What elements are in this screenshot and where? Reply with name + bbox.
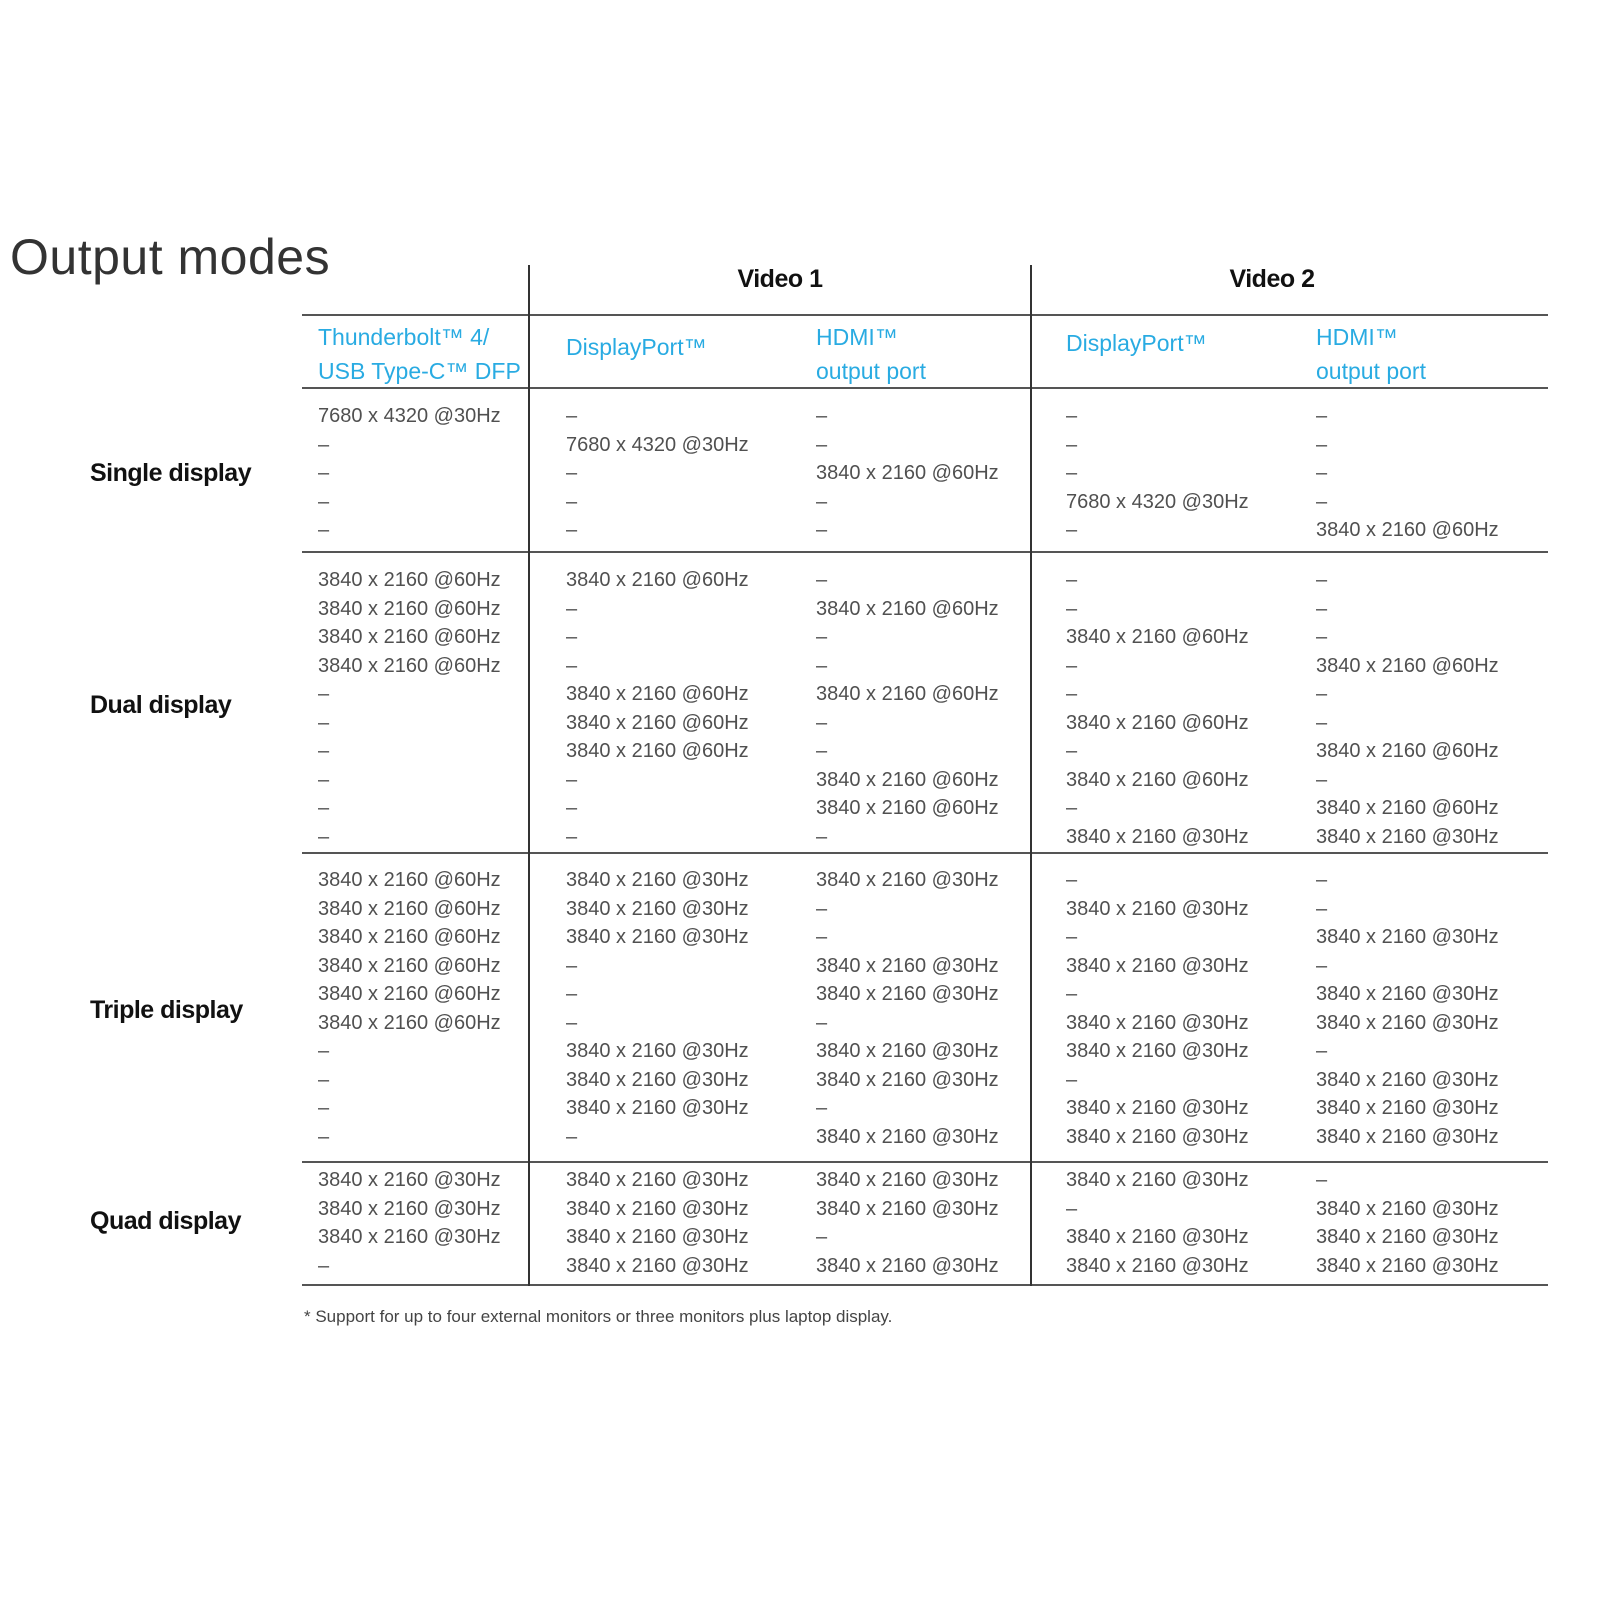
table-cell: – <box>566 490 578 513</box>
table-cell: 3840 x 2160 @60Hz <box>318 926 501 948</box>
table-cell: 3840 x 2160 @30Hz <box>1066 825 1249 848</box>
table-cell: 3840 x 2160 @60Hz <box>816 797 999 819</box>
column-header-line-1: HDMI™ <box>1316 324 1398 350</box>
table-cell: – <box>1066 869 1078 891</box>
table-cell: 3840 x 2160 @60Hz <box>816 768 999 791</box>
table-cell: 3840 x 2160 @60Hz <box>1316 519 1499 541</box>
table-cell: 3840 x 2160 @60Hz <box>318 1011 501 1034</box>
table-cell: 3840 x 2160 @60Hz <box>318 954 501 977</box>
table-cell: 3840 x 2160 @60Hz <box>1066 626 1249 648</box>
column-header-1 <box>318 320 521 388</box>
table-cell: – <box>816 405 828 427</box>
table-cell: – <box>566 597 578 620</box>
table-cell: – <box>1066 1068 1078 1091</box>
table-cell: 7680 x 4320 @30Hz <box>318 405 501 427</box>
table-cell: – <box>566 954 578 977</box>
table-cell: – <box>1316 869 1328 891</box>
rule-table-bottom <box>302 1284 1548 1286</box>
table-cell: – <box>816 490 828 513</box>
table-cell: – <box>816 626 828 648</box>
table-cell: 3840 x 2160 @60Hz <box>318 626 501 648</box>
table-cell: – <box>318 1040 330 1062</box>
group-label-video-1: Video 1 <box>737 265 823 293</box>
column-header-line-2: output port <box>1316 358 1426 384</box>
table-cell: – <box>566 462 578 484</box>
table-cell: – <box>1066 797 1078 819</box>
row-label-quad-display: Quad display <box>90 1207 241 1235</box>
table-cell: 3840 x 2160 @60Hz <box>566 711 749 734</box>
table-cell: – <box>1316 405 1328 427</box>
table-cell: 3840 x 2160 @30Hz <box>816 954 999 977</box>
row-label-triple-display: Triple display <box>90 995 243 1024</box>
table-cell: 3840 x 2160 @30Hz <box>816 1197 999 1220</box>
table-cell: – <box>566 405 578 427</box>
table-cell: – <box>318 768 330 791</box>
table-cell: – <box>318 433 330 456</box>
table-cell: – <box>566 654 578 677</box>
table-cell: – <box>566 797 578 819</box>
table-cell: 3840 x 2160 @60Hz <box>1316 654 1499 677</box>
table-cell: – <box>318 683 330 705</box>
table-cell: – <box>1316 897 1328 920</box>
table-cell: 3840 x 2160 @30Hz <box>1316 926 1499 948</box>
column-header-line-1: DisplayPort™ <box>566 334 707 360</box>
table-cell: 3840 x 2160 @60Hz <box>318 569 501 591</box>
column-header-5 <box>1316 320 1426 388</box>
table-cell: – <box>816 1011 828 1034</box>
table-cell: 3840 x 2160 @60Hz <box>1316 740 1499 762</box>
column-header-line-1: HDMI™ <box>816 324 898 350</box>
table-cell: 3840 x 2160 @60Hz <box>318 597 501 620</box>
table-cell: – <box>318 711 330 734</box>
table-cell: 3840 x 2160 @30Hz <box>318 1197 501 1220</box>
table-cell: 3840 x 2160 @30Hz <box>566 1040 749 1062</box>
table-cell: – <box>816 654 828 677</box>
table-cell: 3840 x 2160 @30Hz <box>816 1125 999 1148</box>
table-cell: – <box>1316 490 1328 513</box>
table-cell: 3840 x 2160 @30Hz <box>1316 983 1499 1005</box>
table-cell: 3840 x 2160 @30Hz <box>1316 1226 1499 1248</box>
table-cell: – <box>566 983 578 1005</box>
table-cell: – <box>816 740 828 762</box>
table-cell: 3840 x 2160 @60Hz <box>1316 797 1499 819</box>
table-cell: 3840 x 2160 @30Hz <box>816 1169 999 1191</box>
table-cell: 3840 x 2160 @30Hz <box>566 1197 749 1220</box>
table-cell: 3840 x 2160 @60Hz <box>566 740 749 762</box>
table-cell: – <box>318 519 330 541</box>
column-header-line-1: Thunderbolt™ 4/ <box>318 324 490 350</box>
table-cell: 3840 x 2160 @30Hz <box>1316 1125 1499 1148</box>
table-cell: 3840 x 2160 @30Hz <box>816 1068 999 1091</box>
table-cell: – <box>318 490 330 513</box>
table-cell: 7680 x 4320 @30Hz <box>1066 490 1249 513</box>
table-cell: – <box>318 1254 330 1277</box>
divider-video-2 <box>1030 265 1032 1286</box>
table-cell: 3840 x 2160 @30Hz <box>1066 1125 1249 1148</box>
footnote: * Support for up to four external monitors or three monitors plus laptop display. <box>304 1307 893 1326</box>
table-cell: – <box>1066 462 1078 484</box>
table-cell: – <box>1066 519 1078 541</box>
table-cell: 3840 x 2160 @60Hz <box>1066 768 1249 791</box>
table-cell: – <box>816 519 828 541</box>
table-cell: – <box>1066 1197 1078 1220</box>
column-header-line-1: DisplayPort™ <box>1066 330 1207 356</box>
table-cell: 3840 x 2160 @30Hz <box>1316 1068 1499 1091</box>
table-cell: – <box>1316 1169 1328 1191</box>
table-cell: – <box>318 1125 330 1148</box>
table-cell: – <box>1066 740 1078 762</box>
table-cell: 3840 x 2160 @30Hz <box>1066 1040 1249 1062</box>
table-cell: 7680 x 4320 @30Hz <box>566 433 749 456</box>
table-cell: 3840 x 2160 @60Hz <box>318 654 501 677</box>
table-cell: 3840 x 2160 @30Hz <box>1316 1254 1499 1277</box>
table-cell: – <box>566 825 578 848</box>
table-cell: – <box>1316 462 1328 484</box>
table-cell: – <box>1316 1040 1328 1062</box>
table-cell: – <box>1316 569 1328 591</box>
table-cell: 3840 x 2160 @30Hz <box>816 1040 999 1062</box>
table-cell: – <box>566 768 578 791</box>
table-cell: 3840 x 2160 @30Hz <box>318 1226 501 1248</box>
table-cell: – <box>816 433 828 456</box>
row-label-dual-display: Dual display <box>90 691 232 719</box>
table-cell: – <box>1316 433 1328 456</box>
table-cell: – <box>816 897 828 920</box>
table-cell: 3840 x 2160 @30Hz <box>566 869 749 891</box>
table-cell: 3840 x 2160 @30Hz <box>566 897 749 920</box>
table-cell: – <box>1066 654 1078 677</box>
table-cell: – <box>816 825 828 848</box>
table-cell: – <box>1316 597 1328 620</box>
table-cell: – <box>318 740 330 762</box>
table-cell: 3840 x 2160 @30Hz <box>1316 1097 1499 1119</box>
row-label-single-display: Single display <box>90 458 252 487</box>
table-cell: 3840 x 2160 @30Hz <box>566 1226 749 1248</box>
table-cell: 3840 x 2160 @30Hz <box>1316 1197 1499 1220</box>
table-cell: – <box>1316 683 1328 705</box>
table-cell: – <box>1066 433 1078 456</box>
table-cell: – <box>1066 926 1078 948</box>
column-header-4 <box>1066 326 1207 360</box>
table-cell: 3840 x 2160 @30Hz <box>1066 1011 1249 1034</box>
column-header-line-2: USB Type-C™ DFP <box>318 358 521 384</box>
table-cell: 3840 x 2160 @30Hz <box>816 983 999 1005</box>
table-cell: – <box>816 569 828 591</box>
rule-after-triple <box>302 1161 1548 1163</box>
table-cell: 3840 x 2160 @60Hz <box>566 683 749 705</box>
table-cell: 3840 x 2160 @60Hz <box>318 983 501 1005</box>
table-cell: 3840 x 2160 @30Hz <box>566 926 749 948</box>
rule-group-header <box>302 314 1548 316</box>
table-cell: – <box>1066 683 1078 705</box>
table-cell: – <box>1066 405 1078 427</box>
table-cell: – <box>1066 597 1078 620</box>
table-cell: 3840 x 2160 @30Hz <box>566 1097 749 1119</box>
rule-after-dual <box>302 852 1548 854</box>
table-cell: 3840 x 2160 @30Hz <box>566 1254 749 1277</box>
table-cell: 3840 x 2160 @60Hz <box>816 462 999 484</box>
table-cell: – <box>1316 626 1328 648</box>
table-cell: – <box>318 825 330 848</box>
table-cell: 3840 x 2160 @30Hz <box>1066 1226 1249 1248</box>
column-header-line-2: output port <box>816 358 926 384</box>
divider-video-1 <box>528 265 530 1286</box>
table-cell: 3840 x 2160 @30Hz <box>816 869 999 891</box>
table-cell: 3840 x 2160 @30Hz <box>566 1169 749 1191</box>
table-cell: – <box>566 1011 578 1034</box>
table-cell: 3840 x 2160 @60Hz <box>816 597 999 620</box>
table-cell: 3840 x 2160 @60Hz <box>318 897 501 920</box>
table-cell: 3840 x 2160 @30Hz <box>1316 1011 1499 1034</box>
table-cell: – <box>318 797 330 819</box>
rule-after-single <box>302 551 1548 553</box>
table-cell: 3840 x 2160 @30Hz <box>1316 825 1499 848</box>
table-cell: – <box>1316 768 1328 791</box>
table-cell: – <box>566 626 578 648</box>
table-cell: 3840 x 2160 @30Hz <box>1066 1254 1249 1277</box>
table-cell: – <box>566 1125 578 1148</box>
table-cell: 3840 x 2160 @60Hz <box>318 869 501 891</box>
table-cell: 3840 x 2160 @30Hz <box>816 1254 999 1277</box>
table-cell: – <box>816 1226 828 1248</box>
table-cell: – <box>816 711 828 734</box>
table-cell: – <box>816 1097 828 1119</box>
column-header-3 <box>816 320 926 388</box>
table-cell: – <box>816 926 828 948</box>
table-cell: 3840 x 2160 @30Hz <box>1066 1097 1249 1119</box>
table-cell: – <box>318 1068 330 1091</box>
table-cell: – <box>318 462 330 484</box>
table-cell: 3840 x 2160 @30Hz <box>1066 897 1249 920</box>
table-cell: – <box>1066 569 1078 591</box>
table-cell: 3840 x 2160 @60Hz <box>816 683 999 705</box>
table-cell: 3840 x 2160 @30Hz <box>318 1169 501 1191</box>
page-title: Output modes <box>10 229 331 285</box>
table-cell: – <box>566 519 578 541</box>
table-cell: 3840 x 2160 @30Hz <box>1066 1169 1249 1191</box>
table-cell: – <box>1066 983 1078 1005</box>
table-cell: 3840 x 2160 @30Hz <box>1066 954 1249 977</box>
column-header-2 <box>566 330 707 364</box>
table-cell: – <box>1316 711 1328 734</box>
table-cell: 3840 x 2160 @30Hz <box>566 1068 749 1091</box>
table-cell: – <box>1316 954 1328 977</box>
table-cell: – <box>318 1097 330 1119</box>
table-cell: 3840 x 2160 @60Hz <box>566 569 749 591</box>
group-label-video-2: Video 2 <box>1229 265 1315 293</box>
table-cell: 3840 x 2160 @60Hz <box>1066 711 1249 734</box>
